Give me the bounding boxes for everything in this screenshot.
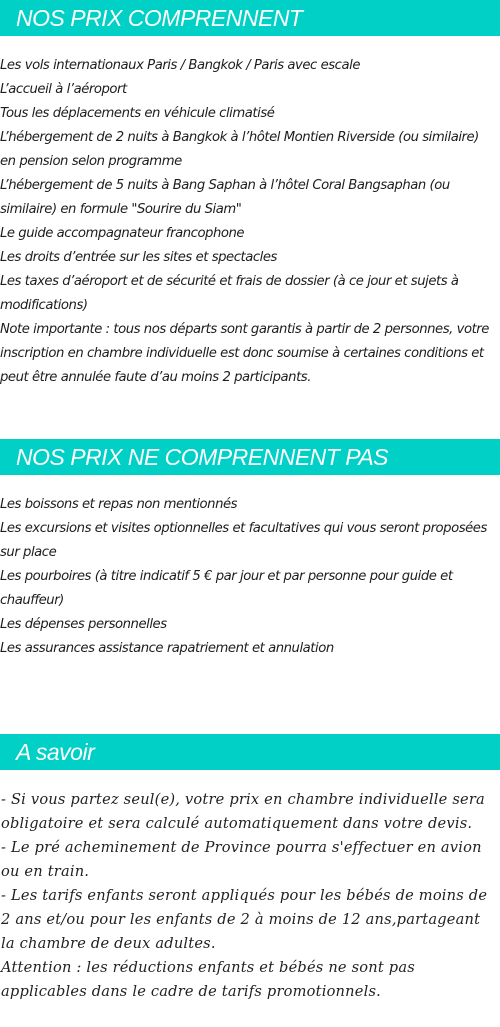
section-title-savoir: A savoir [0, 734, 500, 770]
list-item: Les droits d’entrée sur les sites et spectacles [0, 250, 277, 265]
list-item: Les pourboires (à titre indicatif 5 € par jour et par personne pour guide et chauffeur) [0, 569, 453, 608]
included-list [0, 54, 496, 390]
list-item: L’accueil à l’aéroport [0, 82, 127, 97]
list-item: Attention : les réductions enfants et bébés ne sont pas applicables dans le cadre de tarifs promotionnels. [1, 959, 415, 1000]
list-item: - Les tarifs enfants seront appliqués pour les bébés de moins de 2 ans et/ou pour les enfants de 2 à moins de 12 ans,partageant la chambre de deux adultes. [1, 887, 488, 952]
not-included-list [0, 493, 496, 661]
list-item: Les vols internationaux Paris / Bangkok / Paris avec escale [0, 58, 360, 73]
list-item: Les excursions et visites optionnelles et facultatives qui vous seront proposées sur place [0, 521, 487, 560]
section-title-included: NOS PRIX COMPRENNENT [0, 0, 500, 36]
list-item: L’hébergement de 2 nuits à Bangkok à l’hôtel Montien Riverside (ou similaire) en pension selon programme [0, 130, 479, 169]
list-item: Les taxes d’aéroport et de sécurité et frais de dossier (à ce jour et sujets à modifications) [0, 274, 459, 313]
list-item: Note importante : tous nos départs sont garantis à partir de 2 personnes, votre inscription en chambre individuelle est donc soumise à certaines conditions et peut être annulée faute d’au moins 2 participants. [0, 322, 489, 385]
list-item: Les assurances assistance rapatriement et annulation [0, 641, 334, 656]
savoir-list [1, 788, 497, 1004]
list-item: - Si vous partez seul(e), votre prix en chambre individuelle sera obligatoire et sera calculé automatiquement dans votre devis. [1, 791, 485, 832]
list-item: - Le pré acheminement de Province pourra s'effectuer en avion ou en train. [1, 839, 482, 880]
section-title-not-included: NOS PRIX NE COMPRENNENT PAS [0, 439, 500, 475]
list-item: Le guide accompagnateur francophone [0, 226, 245, 241]
list-item: L’hébergement de 5 nuits à Bang Saphan à l’hôtel Coral Bangsaphan (ou similaire) en formule "Sourire du Siam" [0, 178, 450, 217]
list-item: Les boissons et repas non mentionnés [0, 497, 238, 512]
list-item: Les dépenses personnelles [0, 617, 167, 632]
list-item: Tous les déplacements en véhicule climatisé [0, 106, 275, 121]
